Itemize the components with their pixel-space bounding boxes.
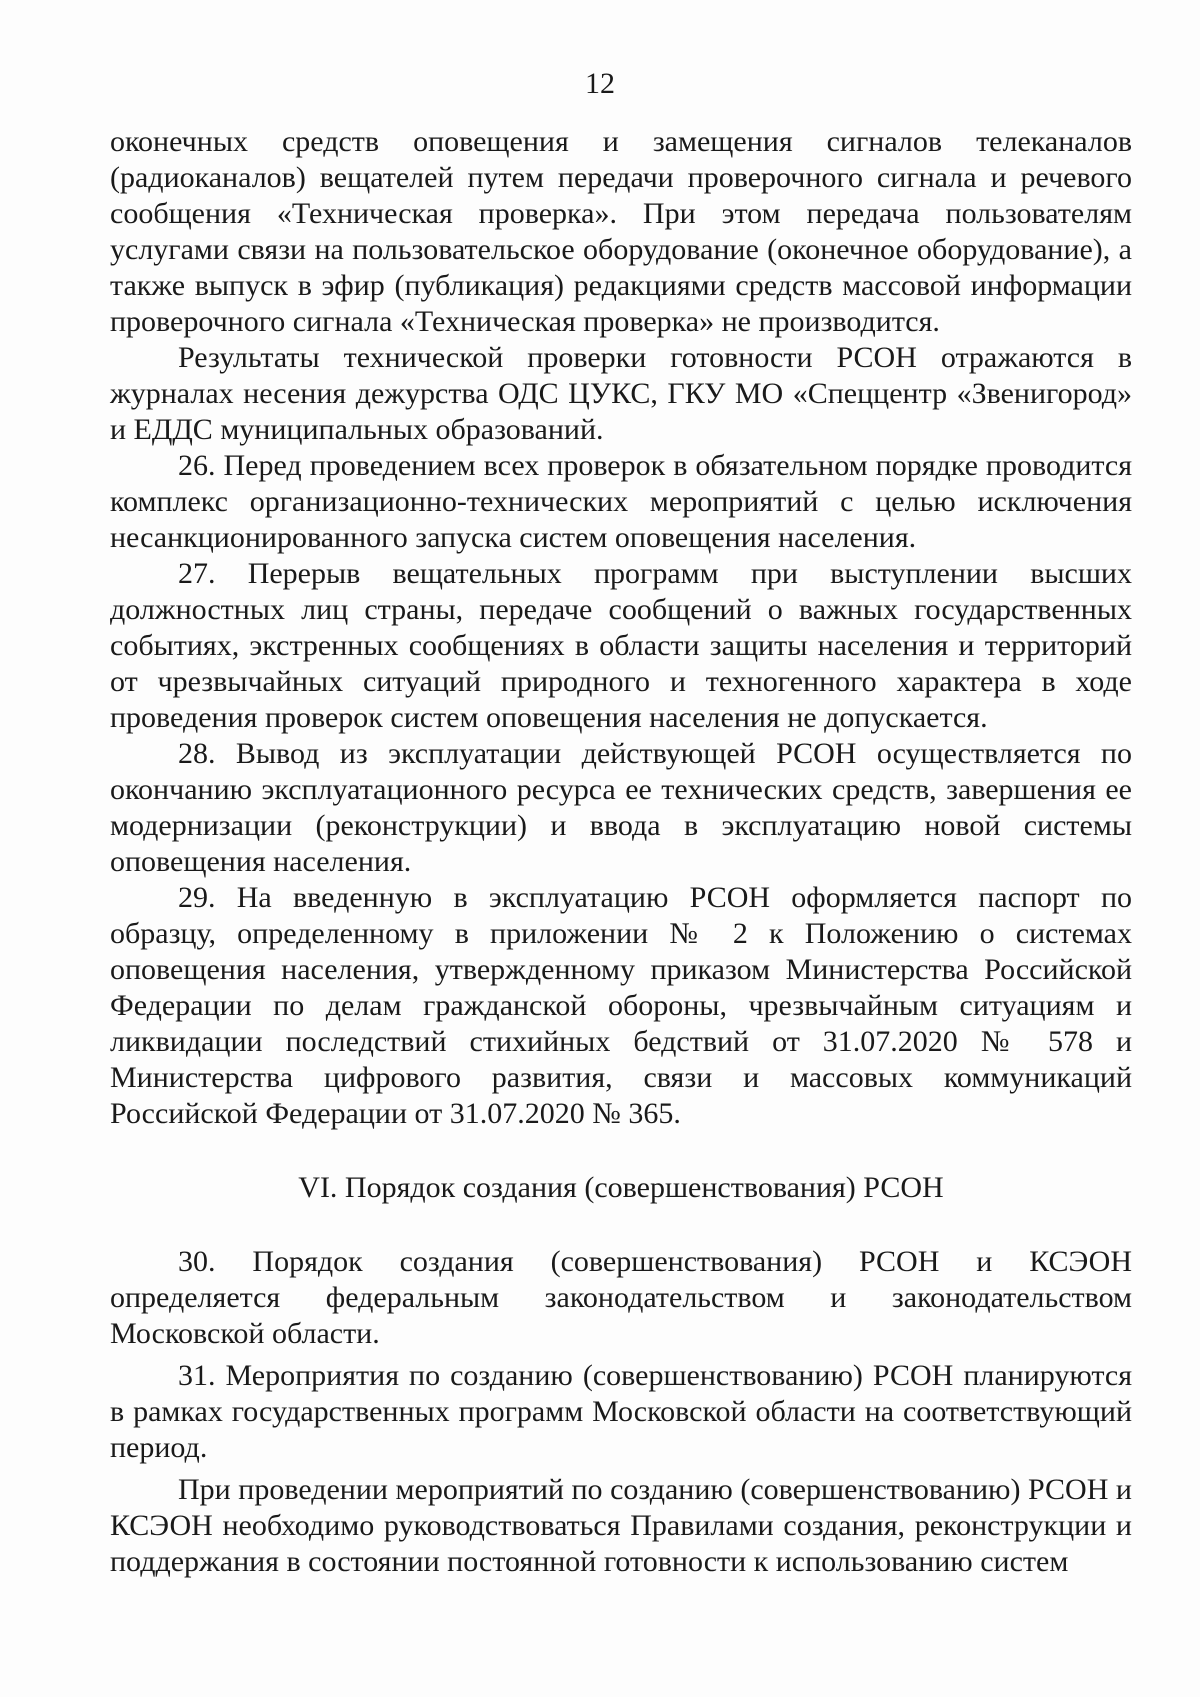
paragraph-rules: При проведении мероприятий по созданию (совершенствованию) РСОН и КСЭОН необходимо руководствоваться Правилами создания, реконструкции и поддержания в состоянии постоянной готовности к использованию систем <box>110 1473 1132 1578</box>
document-body <box>110 124 1132 1580</box>
paragraph-31: 31. Мероприятия по созданию (совершенствованию) РСОН планируются в рамках государственных программ Московской области на соответствующий период. <box>110 1359 1132 1464</box>
paragraph-30: 30. Порядок создания (совершенствования) РСОН и КСЭОН определяется федеральным законодательством и законодательством Московской области. <box>110 1245 1132 1350</box>
paragraph-results: Результаты технической проверки готовности РСОН отражаются в журналах несения дежурства ОДС ЦУКС, ГКУ МО «Спеццентр «Звенигород» и ЕДДС муниципальных образований. <box>110 341 1132 446</box>
paragraph-26: 26. Перед проведением всех проверок в обязательном порядке проводится комплекс организационно-технических мероприятий с целью исключения несанкционированного запуска систем оповещения населения. <box>110 449 1132 554</box>
paragraph-27: 27. Перерыв вещательных программ при выступлении высших должностных лиц страны, передаче сообщений о важных государственных событиях, экстренных сообщениях в области защиты населения и территорий от чрезвычайных ситуаций природного и техногенного характера в ходе проведения проверок систем оповещения населения не допускается. <box>110 557 1132 734</box>
page-number: 12 <box>585 67 615 100</box>
paragraph-29: 29. На введенную в эксплуатацию РСОН оформляется паспорт по образцу, определенному в приложении № 2 к Положению о системах оповещения населения, утвержденному приказом Министерства Российской Федерации по делам гражданской обороны, чрезвычайным ситуациям и ликвидации последствий стихийных бедствий от 31.07.2020 № 578 и Министерства цифрового развития, связи и массовых коммуникаций Российской Федерации от 31.07.2020 № 365. <box>110 881 1132 1130</box>
paragraph-28: 28. Вывод из эксплуатации действующей РСОН осуществляется по окончанию эксплуатационного ресурса ее технических средств, завершения ее модернизации (реконструкции) и ввода в эксплуатацию новой системы оповещения населения. <box>110 737 1132 878</box>
section-heading: VI. Порядок создания (совершенствования) РСОН <box>298 1171 944 1204</box>
paragraph-continuation: оконечных средств оповещения и замещения сигналов телеканалов (радиоканалов) вещателей путем передачи проверочного сигнала и речевого сообщения «Техническая проверка». При этом передача пользователям услугами связи на пользовательское оборудование (оконечное оборудование), а также выпуск в эфир (публикация) редакциями средств массовой информации проверочного сигнала «Техническая проверка» не производится. <box>110 125 1132 338</box>
